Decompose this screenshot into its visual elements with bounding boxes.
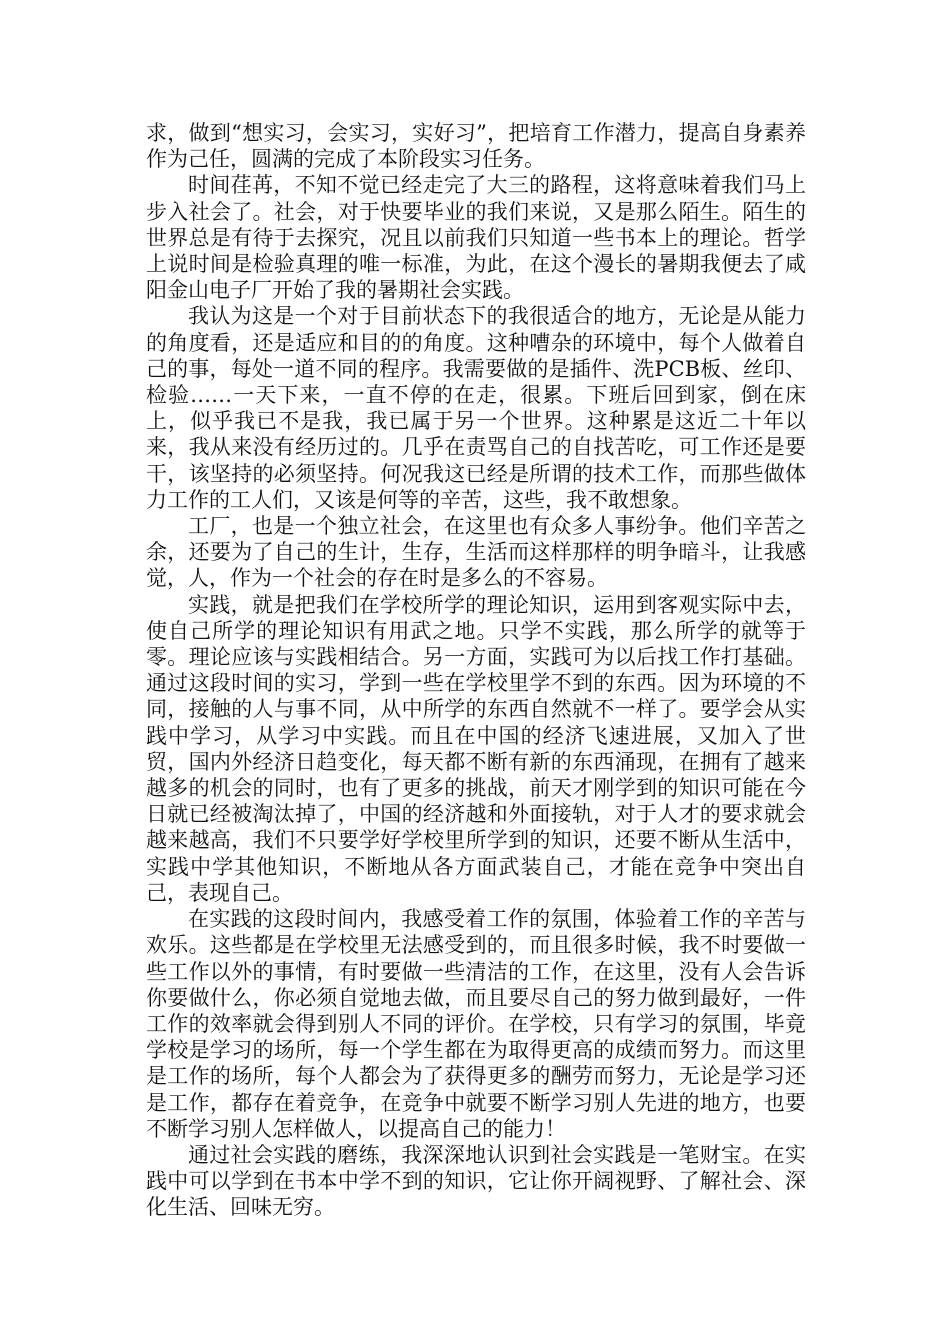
paragraph-work-experience: 我认为这是一个对于目前状态下的我很适合的地方，无论是从能力的角度看，还是适应和目的的角度。这种嘈杂的环境中，每个人做着自己的事，每处一道不同的程序。我需要做的是插件、洗PCB板、丝印、检验……一天下来，一直不停的在走，很累。下班后回到家，倒在床上，似乎我已不是我，我已属于另一个世界。这种累是这近二十年以来，我从来没有经历过的。几乎在责骂自己的自找苦吃，可工作还是要干，该坚持的必须坚持。何况我这已经是所谓的技术工作，而那些做体力工作的工人们，又该是何等的辛苦，这些，我不敢想象。 [146, 304, 806, 512]
paragraph-continuation: 求，做到“想实习，会实习，实好习”，把培育工作潜力，提高自身素养作为己任，圆满的完成了本阶段实习任务。 [146, 121, 806, 172]
paragraph-work-atmosphere: 在实践的这段时间内，我感受着工作的氛围，体验着工作的辛苦与欢乐。这些都是在学校里无法感受到的，而且很多时候，我不时要做一些工作以外的事情，有时要做一些清洁的工作，在这里，没有人会告诉你要做什么，你必须自觉地去做，而且要尽自己的努力做到最好，一件工作的效率就会得到别人不同的评价。在学校，只有学习的氛围，毕竟学校是学习的场所，每一个学生都在为取得更高的成绩而努力。而这里是工作的场所，每个人都会为了获得更多的酬劳而努力，无论是学习还是工作，都存在着竞争，在竞争中就要不断学习别人先进的地方，也要不断学习别人怎样做人，以提高自己的能力！ [146, 907, 806, 1141]
paragraph-factory-society: 工厂，也是一个独立社会，在这里也有众多人事纷争。他们辛苦之余，还要为了自己的生计，生存，生活而这样那样的明争暗斗，让我感觉，人，作为一个社会的存在时是多么的不容易。 [146, 514, 806, 591]
paragraph-practice-meaning: 实践，就是把我们在学校所学的理论知识，运用到客观实际中去，使自己所学的理论知识有用武之地。只学不实践，那么所学的就等于零。理论应该与实践相结合。另一方面，实践可为以后找工作打基础。通过这段时间的实习，学到一些在学校里学不到的东西。因为环境的不同，接触的人与事不同，从中所学的东西自然就不一样了。要学会从实践中学习，从学习中实践。而且在中国的经济飞速进展，又加入了世贸，国内外经济日趋变化，每天都不断有新的东西涌现，在拥有了越来越多的机会的同时，也有了更多的挑战，前天才刚学到的知识可能在今日就已经被淘汰掉了，中国的经济越和外面接轨，对于人才的要求就会越来越高，我们不只要学好学校里所学到的知识，还要不断从生活中，实践中学其他知识，不断地从各方面武装自己，才能在竞争中突出自己，表现自己。 [146, 592, 806, 905]
paragraph-time-passing: 时间荏苒，不知不觉已经走完了大三的路程，这将意味着我们马上步入社会了。社会，对于快要毕业的我们来说，又是那么陌生。陌生的世界总是有待于去探究，况且以前我们只知道一些书本上的理论。哲学上说时间是检验真理的唯一标准，为此，在这个漫长的暑期我便去了咸阳金山电子厂开始了我的暑期社会实践。 [146, 173, 806, 303]
paragraph-conclusion: 通过社会实践的磨练，我深深地认识到社会实践是一笔财宝。在实践中可以学到在书本中学不到的知识，它让你开阔视野、了解社会、深化生活、回味无穷。 [146, 1142, 806, 1220]
document-page [146, 120, 806, 1221]
